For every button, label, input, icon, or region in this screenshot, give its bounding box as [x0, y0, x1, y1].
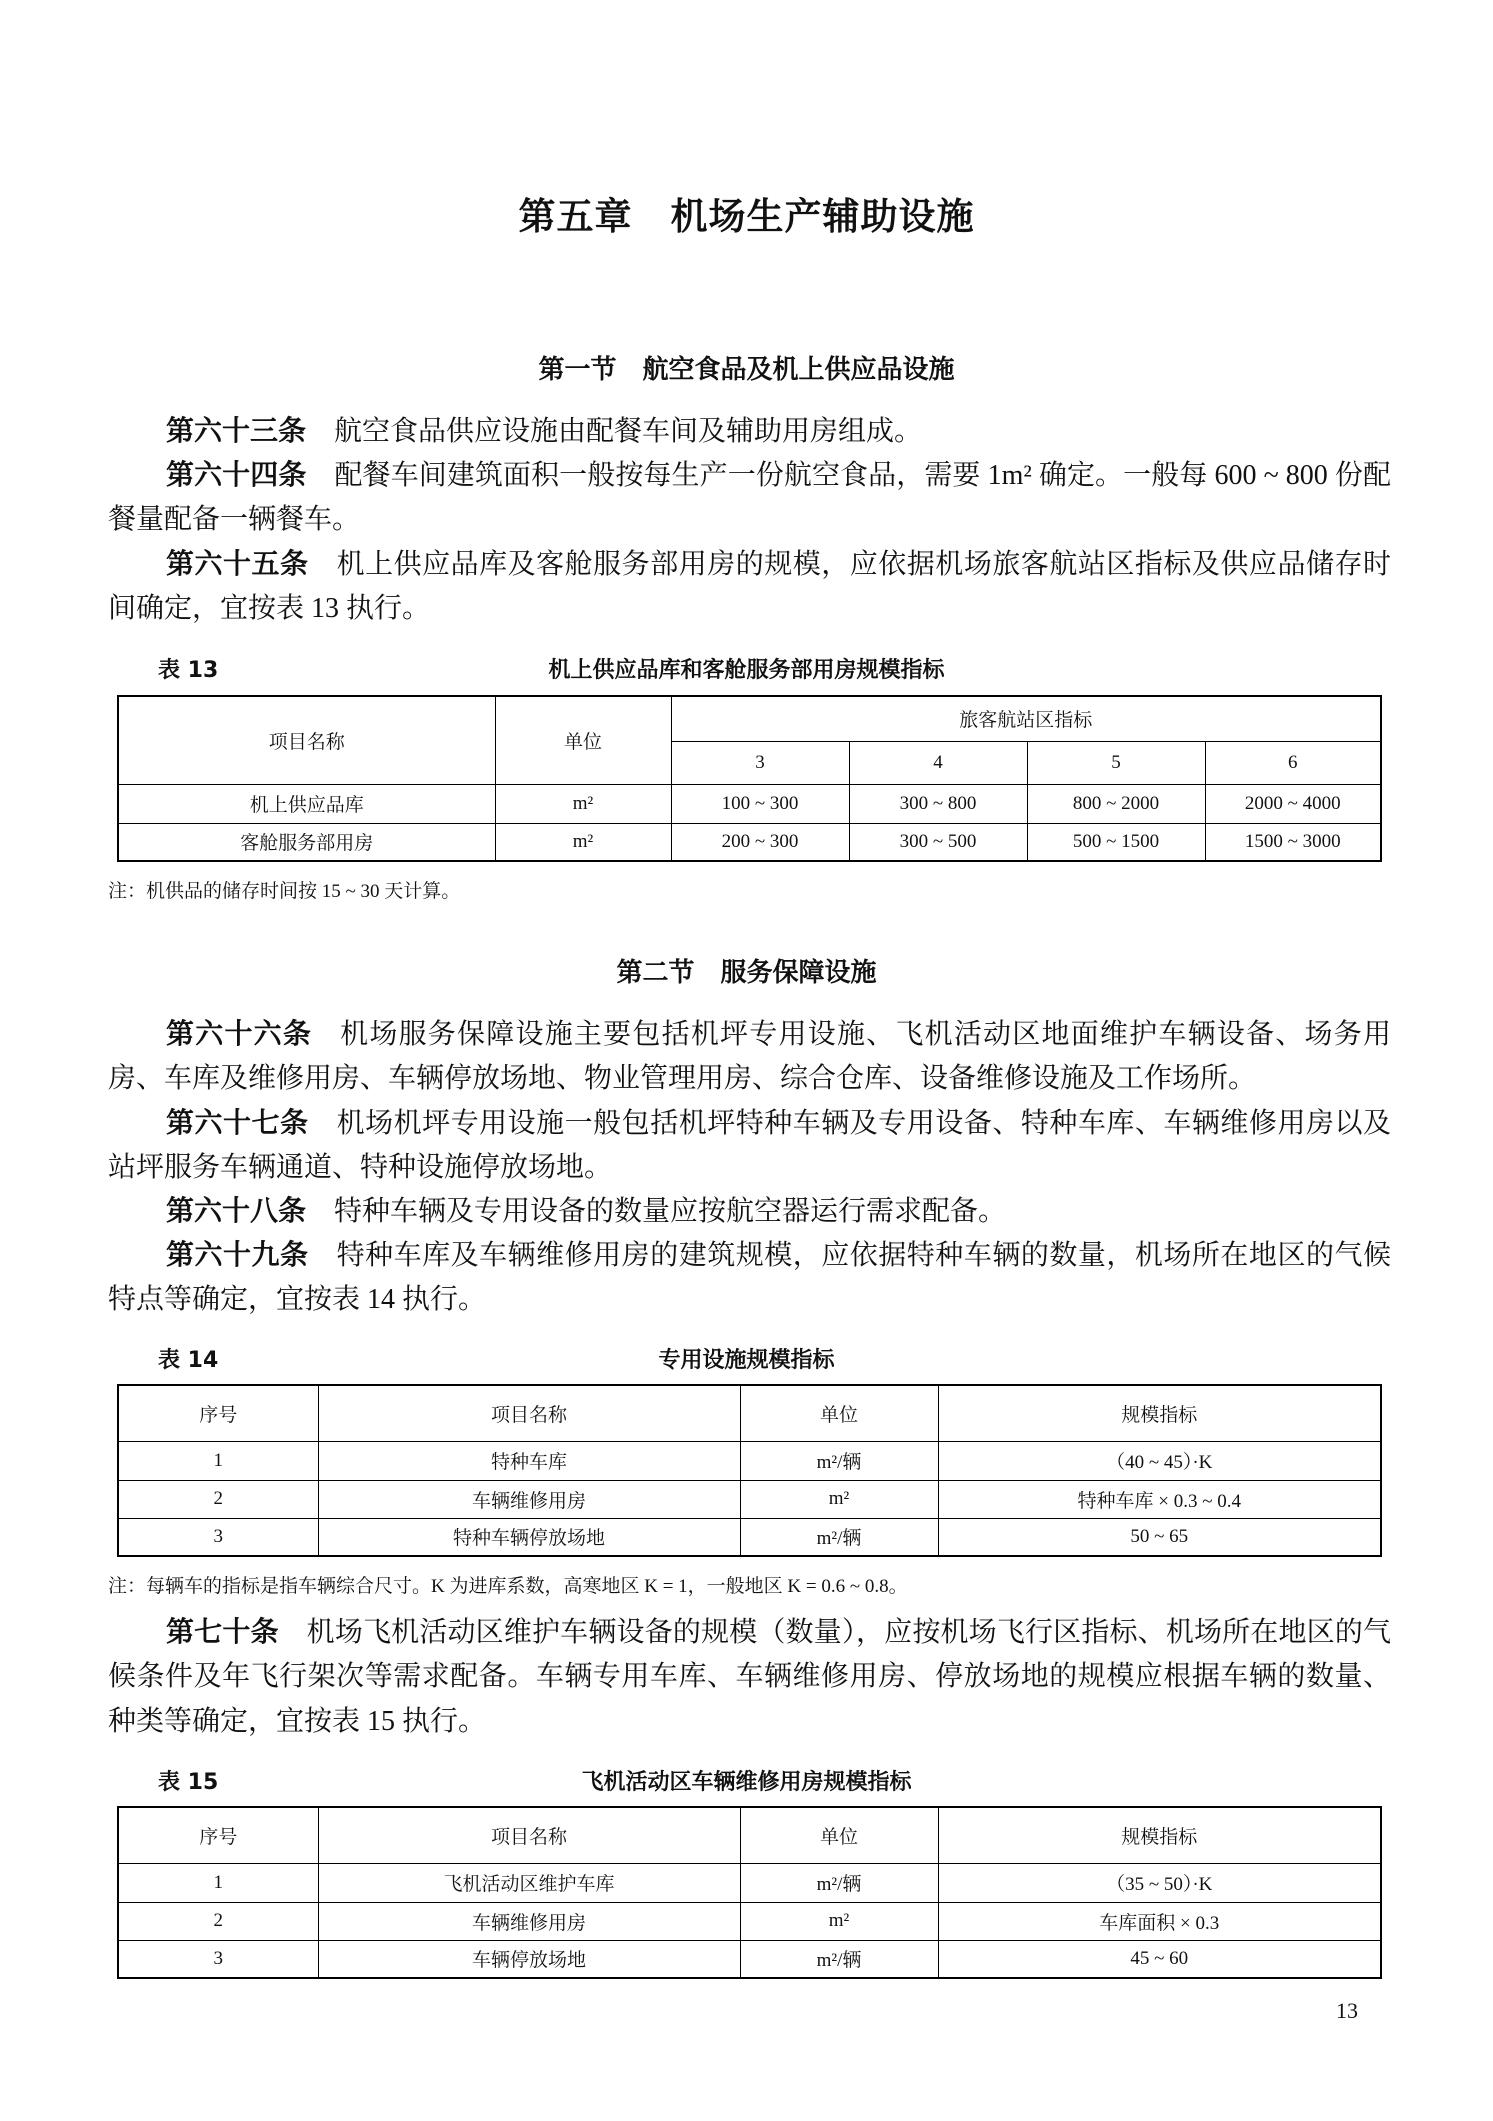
article-69 [108, 1233, 1391, 1323]
article-65 [108, 542, 1391, 632]
table-cell: m² [740, 1480, 938, 1518]
table-row [118, 1518, 1381, 1556]
table-cell: 特种车辆停放场地 [318, 1518, 740, 1556]
table-13 [117, 695, 1382, 862]
table-cell: 800 ~ 2000 [1027, 784, 1205, 823]
table-cell: （40 ~ 45）·K [938, 1441, 1381, 1480]
table-row [118, 1441, 1381, 1480]
table-row [118, 784, 1381, 823]
article-68 [108, 1189, 1391, 1234]
table-row [118, 823, 1381, 861]
header-cell: 单位 [740, 1807, 938, 1863]
table-cell: （35 ~ 50）·K [938, 1863, 1381, 1902]
table-header-row [118, 1807, 1381, 1863]
header-cell: 项目名称 [318, 1385, 740, 1441]
article-64 [108, 453, 1391, 543]
table-caption: 专用设施规模指标 [658, 1348, 835, 1373]
table-cell: m² [495, 784, 671, 823]
header-cell: 序号 [118, 1807, 318, 1863]
table-cell: 100 ~ 300 [671, 784, 849, 823]
table-cell: m²/辆 [740, 1863, 938, 1902]
table-15 [117, 1806, 1382, 1979]
table-cell: m²/辆 [740, 1518, 938, 1556]
table-caption: 飞机活动区车辆维修用房规模指标 [581, 1770, 912, 1795]
table-cell: 300 ~ 800 [849, 784, 1027, 823]
table-cell: 车辆停放场地 [318, 1940, 740, 1978]
article-number: 第六十五条 [166, 547, 309, 580]
table-cell: 车辆维修用房 [318, 1902, 740, 1940]
article-text: 特种车库及车辆维修用房的建筑规模，应依据特种车辆的数量，机场所在地区的气候特点等确定，宜按表 14 执行。 [108, 1240, 1391, 1316]
table-cell: m²/辆 [740, 1441, 938, 1480]
header-cell: 3 [671, 741, 849, 784]
article-63 [108, 409, 1391, 454]
header-cell: 规模指标 [938, 1385, 1381, 1441]
header-cell: 5 [1027, 741, 1205, 784]
section-heading: 第二节 服务保障设施 [616, 958, 877, 988]
header-cell: 项目名称 [118, 696, 495, 784]
header-cell: 旅客航站区指标 [671, 696, 1381, 741]
table-cell: 飞机活动区维护车库 [318, 1863, 740, 1902]
table-cell: m² [495, 823, 671, 861]
article-number: 第六十六条 [166, 1017, 313, 1050]
table-14 [117, 1384, 1382, 1557]
table-cell: 车库面积 × 0.3 [938, 1902, 1381, 1940]
table-row [118, 1940, 1381, 1978]
table-cell: 50 ~ 65 [938, 1518, 1381, 1556]
article-text: 航空食品供应设施由配餐车间及辅助用房组成。 [334, 416, 923, 447]
table-cell: 特种车库 × 0.3 ~ 0.4 [938, 1480, 1381, 1518]
chapter-title: 第五章 机场生产辅助设施 [518, 195, 975, 238]
table-cell: 2 [118, 1480, 318, 1518]
table-cell: 500 ~ 1500 [1027, 823, 1205, 861]
table-row [118, 1902, 1381, 1940]
article-text: 特种车辆及专用设备的数量应按航空器运行需求配备。 [334, 1196, 1007, 1227]
table-label: 表 13 [158, 658, 219, 683]
header-cell: 规模指标 [938, 1807, 1381, 1863]
article-text: 机场飞机活动区维护车辆设备的规模（数量），应按机场飞行区指标、机场所在地区的气候条件及年飞行架次等需求配备。车辆专用车库、车辆维修用房、停放场地的规模应根据车辆的数量、种类等确定，宜按表 15 执行。 [108, 1617, 1391, 1737]
table-note: 注：每辆车的指标是指车辆综合尺寸。K 为进库系数，高寒地区 K = 1，一般地区 K = 0.6 ~ 0.8。 [108, 1576, 908, 1597]
table-cell: m²/辆 [740, 1940, 938, 1978]
header-cell: 4 [849, 741, 1027, 784]
article-number: 第六十四条 [166, 458, 307, 491]
table-cell: 机上供应品库 [118, 784, 495, 823]
table-cell: m² [740, 1902, 938, 1940]
table-cell: 3 [118, 1518, 318, 1556]
table-label: 表 14 [158, 1348, 219, 1373]
table-cell: 特种车库 [318, 1441, 740, 1480]
article-number: 第六十八条 [166, 1194, 307, 1227]
table-header-row [118, 1385, 1381, 1441]
table-cell: 3 [118, 1940, 318, 1978]
article-number: 第六十九条 [166, 1238, 309, 1271]
article-text: 机上供应品库及客舱服务部用房的规模，应依据机场旅客航站区指标及供应品储存时间确定，宜按表 13 执行。 [108, 549, 1391, 625]
page-number: 13 [1336, 1998, 1358, 2023]
header-cell: 单位 [740, 1385, 938, 1441]
table-cell: 2 [118, 1902, 318, 1940]
article-number: 第六十三条 [166, 414, 307, 447]
table-cell: 1500 ~ 3000 [1205, 823, 1381, 861]
table-note: 注：机供品的储存时间按 15 ~ 30 天计算。 [108, 881, 461, 902]
table-row [118, 1480, 1381, 1518]
article-number: 第六十七条 [166, 1106, 309, 1139]
article-67 [108, 1101, 1391, 1191]
table-cell: 客舱服务部用房 [118, 823, 495, 861]
table-cell: 300 ~ 500 [849, 823, 1027, 861]
table-row [118, 1863, 1381, 1902]
article-66 [108, 1012, 1391, 1102]
header-cell: 项目名称 [318, 1807, 740, 1863]
table-cell: 200 ~ 300 [671, 823, 849, 861]
header-cell: 6 [1205, 741, 1381, 784]
header-cell: 序号 [118, 1385, 318, 1441]
table-caption: 机上供应品库和客舱服务部用房规模指标 [548, 658, 945, 683]
header-cell: 单位 [495, 696, 671, 784]
table-cell: 1 [118, 1863, 318, 1902]
table-cell: 1 [118, 1441, 318, 1480]
article-text: 机场服务保障设施主要包括机坪专用设施、飞机活动区地面维护车辆设备、场务用房、车库及维修用房、车辆停放场地、物业管理用房、综合仓库、设备维修设施及工作场所。 [108, 1019, 1391, 1095]
table-cell: 45 ~ 60 [938, 1940, 1381, 1978]
article-text: 配餐车间建筑面积一般按每生产一份航空食品，需要 1m² 确定。一般每 600 ~ 800 份配餐量配备一辆餐车。 [108, 460, 1391, 536]
table-header-row [118, 696, 1381, 741]
table-cell: 2000 ~ 4000 [1205, 784, 1381, 823]
article-text: 机场机坪专用设施一般包括机坪特种车辆及专用设备、特种车库、车辆维修用房以及站坪服务车辆通道、特种设施停放场地。 [108, 1108, 1391, 1184]
article-70 [108, 1610, 1391, 1744]
section-heading: 第一节 航空食品及机上供应品设施 [538, 355, 955, 385]
table-cell: 车辆维修用房 [318, 1480, 740, 1518]
article-number: 第七十条 [166, 1615, 279, 1648]
table-label: 表 15 [158, 1770, 219, 1795]
